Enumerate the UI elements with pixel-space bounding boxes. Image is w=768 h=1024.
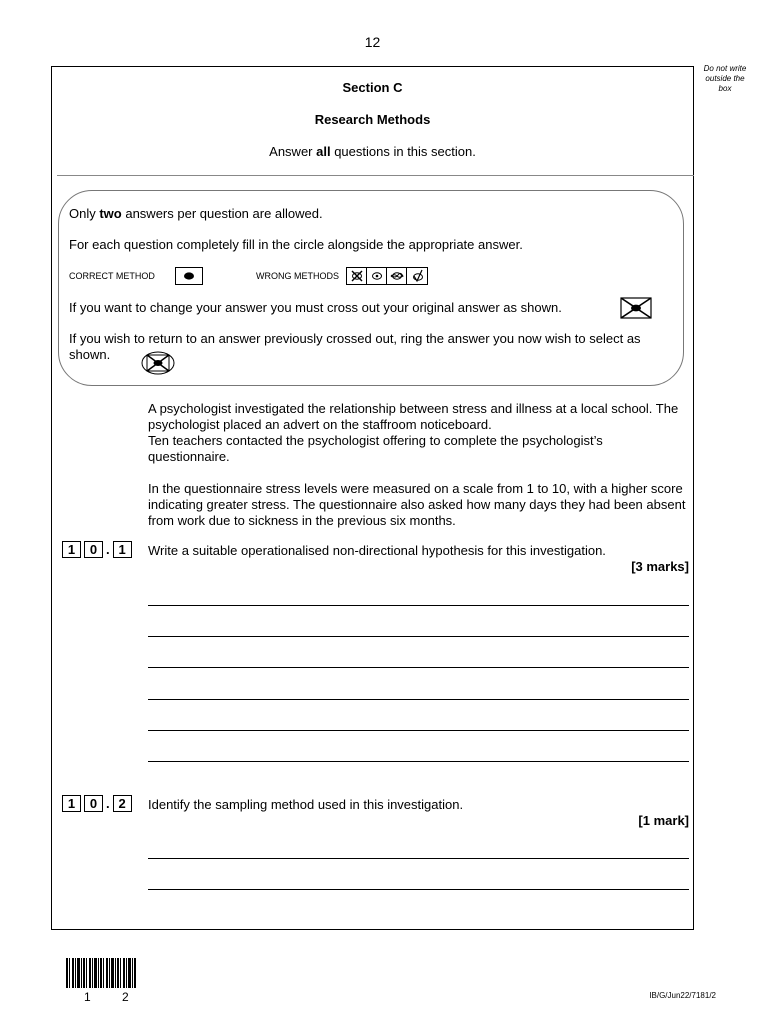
instruction-text: questions in this section. [330, 144, 476, 159]
page-number: 12 [364, 34, 381, 50]
instruction-emphasis: all [316, 144, 331, 159]
ticked-circle-icon [407, 268, 429, 284]
answer-line[interactable] [148, 636, 689, 637]
filled-circle-icon [176, 268, 202, 284]
question-digit: 1 [113, 541, 132, 558]
instruction-line-3: If you want to change your answer you must cross out your original answer as shown. [69, 300, 562, 315]
question-text: Identify the sampling method used in this investigation. [148, 797, 464, 812]
question-digit: 1 [62, 795, 81, 812]
answer-line[interactable] [148, 761, 689, 762]
crossed-out-answer-icon [620, 297, 652, 319]
question-number-box [62, 540, 135, 559]
instruction-emphasis: two [99, 206, 122, 221]
section-divider [57, 175, 694, 176]
question-dot: . [106, 796, 110, 811]
question-digit: 1 [62, 541, 81, 558]
dotted-circle-icon [367, 268, 387, 284]
instruction-text: answers per question are allowed. [121, 206, 323, 221]
stem-paragraph: Ten teachers contacted the psychologist offering to complete the psychologist’s questionnaire. [148, 433, 603, 464]
answer-line[interactable] [148, 605, 689, 606]
stem-paragraph: A psychologist investigated the relationship between stress and illness at a local school. The psychologist placed an advert on the staffroom noticeboard. [148, 401, 679, 432]
answer-line[interactable] [148, 889, 689, 890]
question-marks: [3 marks] [631, 559, 689, 574]
answer-line[interactable] [148, 667, 689, 668]
section-title: Section C [342, 80, 403, 95]
question-digit: 2 [113, 795, 132, 812]
footer-code: IB/G/Jun22/7181/2 [649, 991, 716, 1000]
crossed-circle-icon [347, 268, 367, 284]
wrong-methods-examples [346, 267, 428, 285]
question-text: Write a suitable operationalised non-directional hypothesis for this investigation. [148, 543, 606, 558]
margin-note: Do not write outside the box [703, 64, 747, 93]
question-stem [148, 401, 688, 529]
question-dot: . [106, 542, 110, 557]
section-instruction [51, 144, 694, 159]
section-subtitle: Research Methods [314, 112, 431, 127]
answer-line[interactable] [148, 730, 689, 731]
answer-line[interactable] [148, 858, 689, 859]
instruction-line-1 [69, 206, 323, 222]
question-marks: [1 mark] [638, 813, 689, 828]
instruction-line-2: For each question completely fill in the circle alongside the appropriate answer. [69, 237, 523, 252]
instruction-text: Answer [269, 144, 317, 159]
ringed-answer-icon [140, 350, 176, 376]
question-number-box [62, 794, 135, 813]
barcode [66, 958, 136, 988]
instruction-text: Only [69, 206, 100, 221]
wrong-methods-label: WRONG METHODS [256, 271, 339, 281]
correct-method-example [175, 267, 203, 285]
scribbled-circle-icon [387, 268, 407, 284]
barcode-number: 1 2 [84, 990, 143, 1004]
stem-paragraph: In the questionnaire stress levels were measured on a scale from 1 to 10, with a higher score indicating greater stress. The questionnaire also asked how many days they had been absent from work due to sickness in the previous six months. [148, 481, 686, 528]
question-digit: 0 [84, 795, 103, 812]
question-digit: 0 [84, 541, 103, 558]
correct-method-label: CORRECT METHOD [69, 271, 155, 281]
answer-line[interactable] [148, 699, 689, 700]
instruction-text: If you wish to return to an answer previously crossed out, ring the answer you now wish to select as shown. [69, 331, 641, 362]
